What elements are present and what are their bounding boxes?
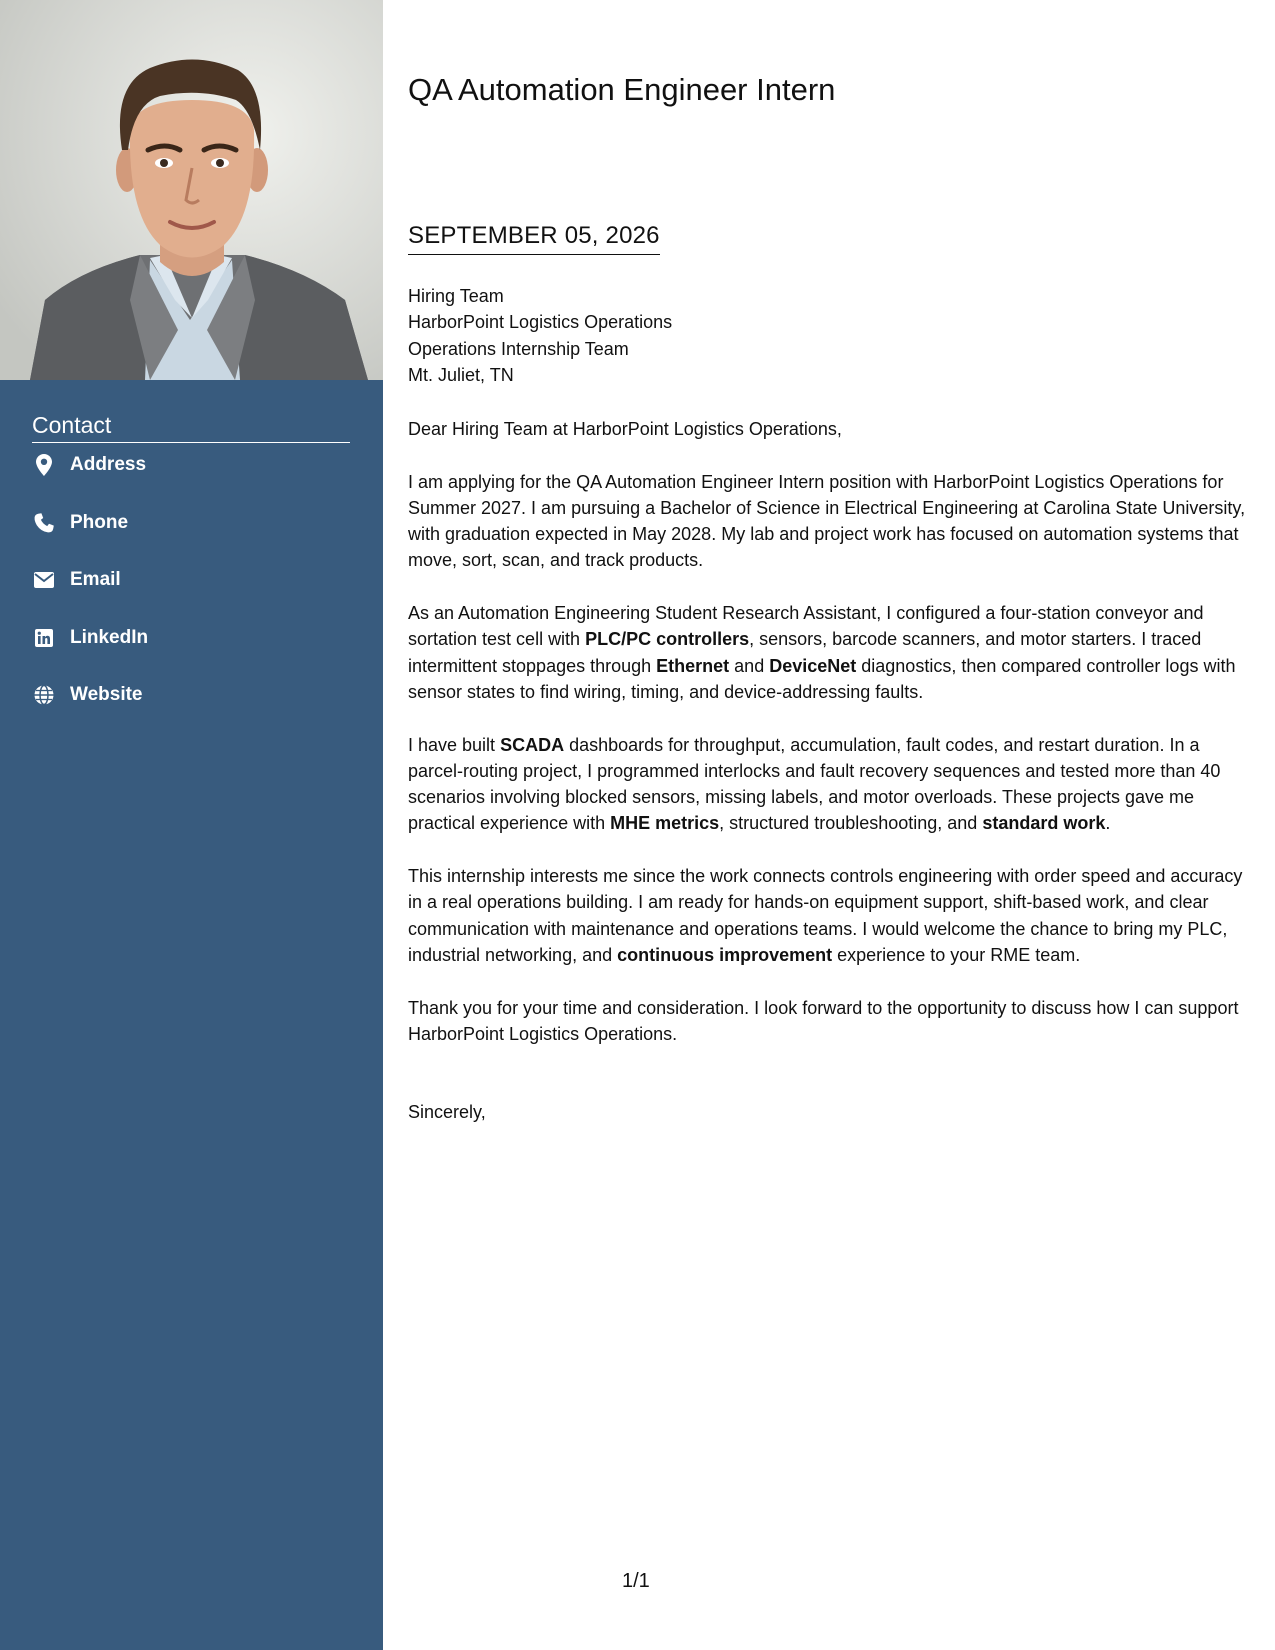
envelope-icon xyxy=(32,568,56,592)
text-run: dashboards for throughput, accumulation, fault codes, and restart duration. In a parcel-routing project, I programmed interlocks and fault recovery sequences and tested more than 40 scenarios involving blocked sensors, missing labels, and motor overloads. These projects gave me practical experience with xyxy=(408,734,1221,834)
job-title: QA Automation Engineer Intern xyxy=(408,72,836,107)
page-number: 1/1 xyxy=(622,1570,650,1592)
bold-keyword: standard work xyxy=(982,813,1106,834)
sidebar xyxy=(0,0,383,1650)
recipient-block xyxy=(408,283,672,388)
bold-keyword: SCADA xyxy=(500,734,565,755)
contact-website[interactable] xyxy=(32,682,148,708)
text-run: , sensors, barcode scanners, and motor starters. I traced intermittent stoppages through xyxy=(408,629,1202,676)
map-pin-icon xyxy=(32,453,56,477)
paragraph-1: I am applying for the QA Automation Engineer Intern position with HarborPoint Logistics Operations for Summer 2027. I am pursuing a Bachelor of Science in Electrical Engineering at Carolina State University, with graduation expected in May 2028. My lab and project work has focused on automation systems that move, sort, scan, and track products. xyxy=(408,471,1246,571)
bold-keyword: PLC/PC controllers xyxy=(585,629,750,650)
contact-address-label: Address xyxy=(70,454,147,475)
bold-keyword: Ethernet xyxy=(656,655,730,676)
contact-email[interactable] xyxy=(32,567,148,593)
contact-list xyxy=(32,452,148,740)
text-run: I have built xyxy=(408,734,501,755)
paragraph-2 xyxy=(408,600,1248,705)
bold-keyword: continuous improvement xyxy=(617,944,833,965)
contact-address[interactable] xyxy=(32,452,148,478)
contact-linkedin-label: LinkedIn xyxy=(70,626,149,648)
text-run: , structured troubleshooting, and xyxy=(719,813,983,834)
text-run: diagnostics, then compared controller logs with sensor states to find wiring, timing, and device-addressing faults. xyxy=(408,655,1236,702)
letter-date: SEPTEMBER 05, 2026 xyxy=(408,222,660,255)
bold-keyword: DeviceNet xyxy=(769,655,857,676)
contact-email-label: Email xyxy=(70,569,121,590)
recipient-line: Mt. Juliet, TN xyxy=(408,364,514,385)
phone-icon xyxy=(32,511,56,535)
profile-photo xyxy=(0,0,383,380)
closing: Sincerely, xyxy=(408,1102,486,1122)
contact-phone[interactable] xyxy=(32,510,148,536)
contact-phone-label: Phone xyxy=(70,511,129,533)
text-run: experience to your RME team. xyxy=(832,944,1081,965)
linkedin-icon xyxy=(32,626,56,650)
paragraph-3 xyxy=(408,732,1248,837)
recipient-line: HarborPoint Logistics Operations xyxy=(408,312,673,333)
contact-website-label: Website xyxy=(70,684,143,705)
contact-linkedin[interactable] xyxy=(32,625,148,651)
paragraph-5: Thank you for your time and consideration. I look forward to the opportunity to discuss how I can support HarborPoint Logistics Operations. xyxy=(408,997,1239,1044)
text-run: This internship interests me since the work connects controls engineering with order speed and accuracy in a real operations building. I am ready for hands-on equipment support, shift-based work, and clear communication with maintenance and operations teams. I would welcome the chance to bring my PLC, industrial networking, and xyxy=(408,866,1243,965)
letter-body xyxy=(408,416,1248,1073)
text-run: and xyxy=(729,655,770,676)
text-run: As an Automation Engineering Student Research Assistant, I configured a four-station conveyor and sortation test cell with xyxy=(408,603,1204,650)
text-run: . xyxy=(1105,813,1111,834)
globe-icon xyxy=(32,683,56,707)
paragraph-4 xyxy=(408,863,1248,968)
bold-keyword: MHE metrics xyxy=(610,813,720,834)
salutation: Dear Hiring Team at HarborPoint Logistics Operations, xyxy=(408,419,842,439)
recipient-line: Operations Internship Team xyxy=(408,338,629,359)
recipient-line: Hiring Team xyxy=(408,286,504,306)
contact-title: Contact xyxy=(32,412,350,443)
